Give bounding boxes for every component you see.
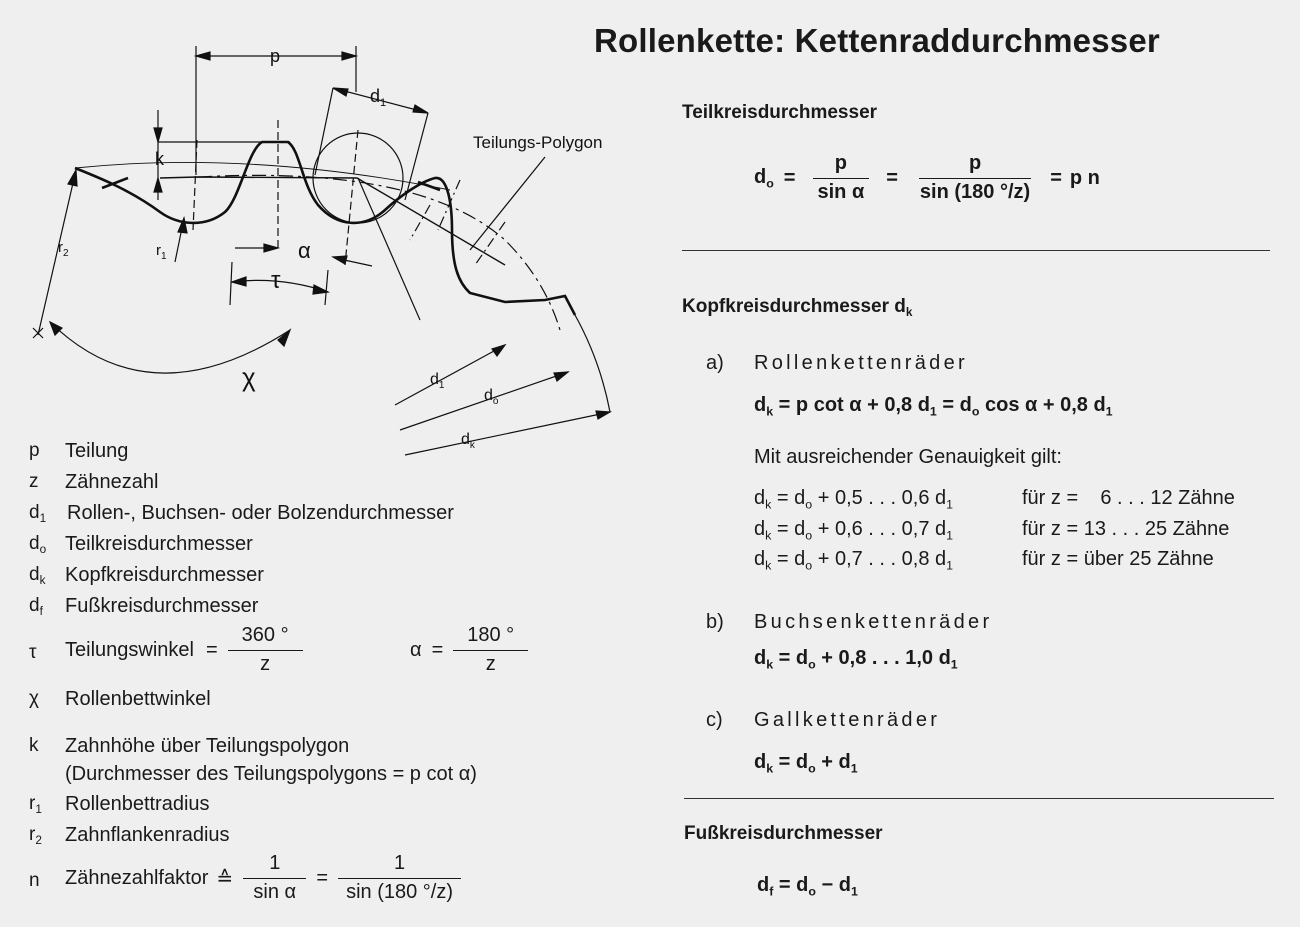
legend-symbol: n xyxy=(29,870,40,891)
label-r2: $r_2$ xyxy=(58,239,69,259)
legend-text: Zahnflankenradius xyxy=(65,824,230,846)
section-c-formula: $d_k = d_o + d_1$ xyxy=(754,751,858,776)
label-teilungs-polygon: Teilungs-Polygon xyxy=(473,133,603,152)
legend-text: Teilung xyxy=(65,440,129,462)
section-a-title: Rollenkettenräder xyxy=(754,352,968,374)
legend-row-d1 xyxy=(0,502,600,526)
approx-row: $d_k = d_o + 0,7$ . . . 0,8 $d_1$ xyxy=(754,548,954,573)
teilkreis-heading: Teilkreisdurchmesser xyxy=(682,102,878,123)
legend-text: Kopfkreisdurchmesser xyxy=(65,564,264,586)
section-a-formula: $d_k = p$ cot α + 0,8 $d_1 = d_o$ cos α + 0,8 $d_1$ xyxy=(754,394,1113,419)
section-a-label: a) xyxy=(706,352,724,374)
legend-symbol: z xyxy=(29,471,39,492)
divider xyxy=(684,798,1274,799)
legend-row-tau xyxy=(0,624,600,680)
label-d1-top: $d_1$ xyxy=(370,86,387,109)
teilkreis-formula: $d_o$ = $\frac{p}{\text{sin α}}$ = $\frac{p}{\sin (180 ^\circ/z)}$ = p n xyxy=(754,152,1100,203)
legend-row-k xyxy=(0,735,600,787)
label-dk: $d_k$ xyxy=(461,431,475,451)
legend-text: Rollen-, Buchsen- oder Bolzendurchmesser xyxy=(67,502,454,524)
fusskreis-formula: $d_f = d_o - d_1$ xyxy=(757,874,858,899)
label-do: $d_o$ xyxy=(484,387,499,407)
legend-text: Zähnezahlfaktor ≙ $\frac{1}{\text{sin α}}$ = $\frac{1}{\sin (180 ^\circ/z)}$ xyxy=(65,852,465,904)
legend-symbol: $r_1$ xyxy=(29,793,42,817)
legend-symbol: χ xyxy=(29,688,39,709)
approx-row-cond: für z = 13 . . . 25 Zähne xyxy=(1022,518,1230,540)
legend-row-chi xyxy=(0,688,600,712)
legend-row-df xyxy=(0,595,600,619)
approx-row-cond: für z = 6 . . . 12 Zähne xyxy=(1022,487,1235,509)
legend-row-p xyxy=(0,440,600,464)
legend-symbol: k xyxy=(29,735,39,756)
page-title: Rollenkette: Kettenraddurchmesser xyxy=(594,22,1160,59)
legend-text: Rollenbettwinkel xyxy=(65,688,211,710)
legend-text: Fußkreisdurchmesser xyxy=(65,595,259,617)
legend-row-r2 xyxy=(0,824,600,848)
legend-symbol: $d_o$ xyxy=(29,533,47,557)
legend-row-z xyxy=(0,471,600,495)
label-alpha: α xyxy=(298,238,311,263)
legend-row-do xyxy=(0,533,600,557)
divider xyxy=(682,250,1270,251)
fusskreis-heading: Fußkreisdurchmesser xyxy=(684,823,883,844)
legend-text: Zahnhöhe über Teilungspolygon xyxy=(65,735,350,757)
approx-row-cond: für z = über 25 Zähne xyxy=(1022,548,1214,570)
legend-text: Teilkreisdurchmesser xyxy=(65,533,253,555)
kopfkreis-heading: Kopfkreisdurchmesser $d_k$ xyxy=(682,296,913,320)
label-k: k xyxy=(155,149,164,169)
legend-symbol: $d_k$ xyxy=(29,564,46,588)
label-p: p xyxy=(270,46,281,66)
legend-text: Rollenbettradius xyxy=(65,793,210,815)
legend-text: Zähnezahl xyxy=(65,471,159,493)
section-b-formula: $d_k = d_o + 0,8$ . . . 1,0 $d_1$ xyxy=(754,647,958,672)
legend-text: Teilungswinkel = $\frac{360 ^\circ}{z}$ xyxy=(65,624,307,676)
label-d1: $d_1$ xyxy=(430,371,445,391)
approx-row: $d_k = d_o + 0,5$ . . . 0,6 $d_1$ xyxy=(754,487,954,512)
legend-row-dk xyxy=(0,564,600,588)
section-c-title: Gallkettenräder xyxy=(754,709,941,731)
legend-symbol: $d_f$ xyxy=(29,595,43,619)
label-tau: τ xyxy=(271,267,281,294)
legend-row-r1 xyxy=(0,793,600,817)
legend-row-n xyxy=(0,852,600,912)
legend-symbol: p xyxy=(29,440,40,461)
legend-alpha-formula: α = $\frac{180 ^\circ}{z}$ xyxy=(410,624,532,676)
section-c-label: c) xyxy=(706,709,723,731)
section-b-label: b) xyxy=(706,611,724,633)
legend-symbol: $d_1$ xyxy=(29,502,47,526)
legend-symbol: τ xyxy=(29,642,37,663)
legend-text-2: (Durchmesser des Teilungspolygons = p cot α) xyxy=(65,763,477,785)
section-b-title: Buchsenkettenräder xyxy=(754,611,993,633)
sprocket-diagram xyxy=(0,0,640,470)
approx-row: $d_k = d_o + 0,6$ . . . 0,7 $d_1$ xyxy=(754,518,954,543)
label-chi: χ xyxy=(242,362,256,392)
label-r1: $r_1$ xyxy=(156,242,167,262)
legend-symbol: $r_2$ xyxy=(29,824,42,848)
accuracy-note: Mit ausreichender Genauigkeit gilt: xyxy=(754,446,1062,468)
